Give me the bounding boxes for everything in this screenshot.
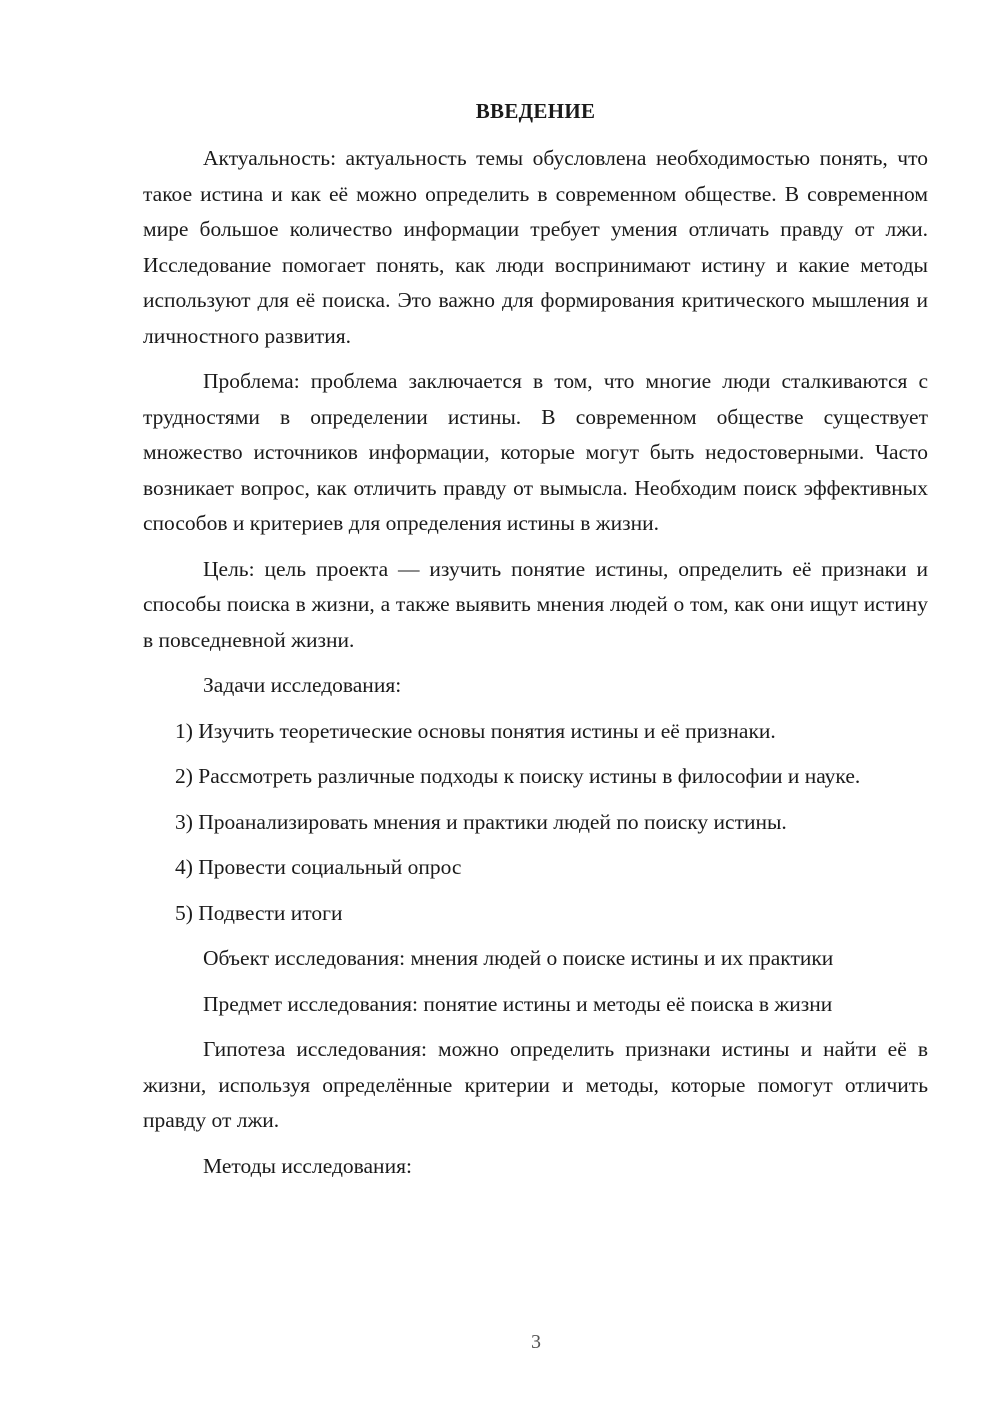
- hypothesis-paragraph: Гипотеза исследования: можно определить признаки истины и найти её в жизни, используя определённые критерии и методы, которые помогут отличить правду от лжи.: [143, 1037, 928, 1132]
- relevance-paragraph: Актуальность: актуальность темы обусловлена необходимостью понять, что такое истина и как её можно определить в современном обществе. В современном мире большое количество информации требует умения отличать правду от лжи. Исследование помогает понять, как люди воспринимают истину и какие методы используют для её поиска. Это важно для формирования критического мышления и личностного развития.: [143, 146, 928, 348]
- subject-paragraph: Предмет исследования: понятие истины и методы её поиска в жизни: [203, 991, 833, 1016]
- goal-paragraph: Цель: цель проекта — изучить понятие истины, определить её признаки и способы поиска в жизни, а также выявить мнения людей о том, как они ищут истину в повседневной жизни.: [143, 556, 928, 652]
- problem-paragraph: Проблема: проблема заключается в том, что многие люди сталкиваются с трудностями в определении истины. В современном обществе существует множество источников информации, которые могут быть недостоверными. Часто возникает вопрос, как отличить правду от вымысла. Необходим поиск эффективных способов и критериев для определения истины в жизни.: [143, 369, 928, 535]
- task-item: 2) Рассмотреть различные подходы к поиску истины в философии и науке.: [175, 764, 861, 788]
- task-item: 5) Подвести итоги: [175, 900, 343, 925]
- methods-heading: Методы исследования:: [203, 1153, 412, 1178]
- section-title: ВВЕДЕНИЕ: [475, 99, 596, 123]
- page-number: 3: [531, 1331, 541, 1353]
- tasks-heading: Задачи исследования:: [203, 673, 402, 697]
- object-paragraph: Объект исследования: мнения людей о поиске истины и их практики: [203, 946, 834, 970]
- task-item: 3) Проанализировать мнения и практики людей по поиску истины.: [175, 809, 787, 834]
- page-content: [143, 95, 928, 1194]
- task-item: 1) Изучить теоретические основы понятия истины и её признаки.: [175, 718, 776, 743]
- task-item: 4) Провести социальный опрос: [175, 855, 462, 879]
